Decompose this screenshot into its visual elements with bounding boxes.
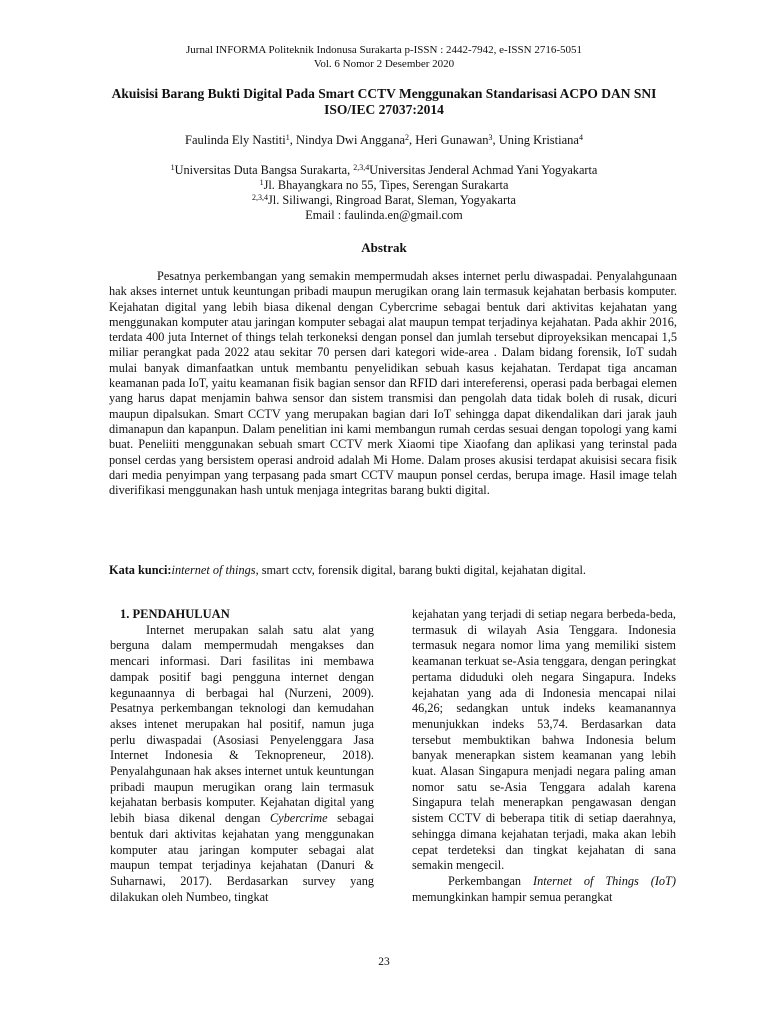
author-superscript: 2 <box>405 133 409 142</box>
author-name: Heri Gunawan <box>415 133 489 147</box>
paragraph-italic: Internet of Things (IoT) <box>533 873 676 888</box>
keywords-label: Kata kunci: <box>109 563 172 577</box>
journal-volume-line: Vol. 6 Nomor 2 Desember 2020 <box>313 58 455 70</box>
author-name: Nindya Dwi Anggana <box>295 133 405 147</box>
affiliation-text: Universitas Jenderal Achmad Yani Yogyakarta <box>369 163 598 177</box>
paragraph-text: sebagai bentuk dari aktivitas kejahatan yang menggunakan komputer atau jaringan komputer sebagai alat maupun tempat terjadinya kejahatan (Danuri & Suharnawi, 2017). Berdasarkan survey yang dilakukan oleh Numbeo, tingkat <box>110 811 374 904</box>
page-number: 23 <box>378 956 390 968</box>
email-line: Email : faulinda.en@gmail.com <box>305 208 463 222</box>
paragraph: kejahatan yang terjadi di setiap negara berbeda-beda, termasuk di wilayah Asia Tenggara. Indonesia termasuk negara nomor lima yang memiliki sistem keamanan terkuat se-Asia tenggara, dengan peringkat pertama diduduki oleh negara Singapura. Indeks kejahatan yang ada di Indonesia mencapai nilai 46,26; sedangkan untuk indeks keamanannya menunjukkan indeks 53,74. Berdasarkan data tersebut membuktikan bahwa Indonesia belum banyak menerapkan sistem keamanan yang lebih kuat. Alasan Singapura menjadi negara paling aman nomor satu se-Asia Tenggara adalah karena Singapura telah menerapkan pengawasan dengan sistem CCTV di beberapa titik di setiap daerahnya, sehingga dimana kejahatan terjadi, maka akan lebih cepat terdeteksi dan tingkat kejahatan di sana semakin mengecil. <box>412 607 676 873</box>
journal-header <box>0 43 768 71</box>
paragraph <box>110 623 374 906</box>
affiliation-line <box>0 163 768 178</box>
paragraph-italic: Cybercrime <box>269 811 328 826</box>
author-superscript: 3 <box>488 133 493 142</box>
affiliation-superscript: 2,3,4 <box>353 163 370 172</box>
address-line <box>0 193 768 208</box>
address-text: Jl. Siliwangi, Ringroad Barat, Sleman, Yogyakarta <box>268 193 516 207</box>
paragraph-text: Internet merupakan salah satu alat yang berguna dalam mempermudah mengakses dan mencari informasi. Dari fasilitas ini membawa dampak positif bagi pengguna internet dengan kegunaannya di berbagai hal (Nurzeni, 2009). Pesatnya perkembangan teknologi dan kemudahan akses intenet merupakan hal positif, namun juga perlu diwaspadai (Asosiasi Penyelenggara Jasa Internet Indonesia & Teknopreneur, 2018). Penyalahgunaan hak akses internet untuk keuntungan pribadi maupun merugikan orang lain termasuk kejahatan berbasis komputer. Kejahatan digital yang lebih biasa dikenal dengan <box>110 622 374 826</box>
keywords-italic: internet of things <box>171 563 256 577</box>
affiliation-superscript: 1 <box>170 163 175 172</box>
author-list: Faulinda Ely Nastiti$^1$, Nindya Dwi Anggana$^2$, Heri Gunawan$^3$, Uning Kristiana$^4$ <box>185 133 583 147</box>
affiliation-superscript: 2,3,4 <box>252 193 269 202</box>
affiliation-text: Universitas Duta Bangsa Surakarta, <box>174 163 354 177</box>
author-name: Uning Kristiana <box>498 133 579 147</box>
keywords-rest: , smart cctv, forensik digital, barang bukti digital, kejahatan digital. <box>255 563 587 577</box>
abstract-text: Pesatnya perkembangan yang semakin mempermudah akses internet perlu diwaspadai. Penyalahgunaan hak akses internet untuk keuntungan pribadi maupun merugikan orang lain termasuk kejahatan berbasis komputer. Kejahatan digital yang lebih biasa dikenal dengan Cybercrime sebagai bentuk dari aktivitas kejahatan yang menggunakan komputer atau jaringan komputer sebagai alat maupun tempat terjadinya kejahatan. Pada akhir 2016, terdata 400 juta Internet of things telah terkoneksi dengan ponsel dan jumlah tersebut diproyeksikan mencapai 1,5 miliar perangkat pada 2022 atau sekitar 70 persen dari kategori wide-area . Dalam bidang forensik, IoT sudah mulai banyak dimanfaatkan untuk membantu penyelidikan sebuah kasus kejahatan. Terdapat tiga ancaman keamanan pada IoT, yaitu keamanan fisik bagian sensor dan RFID dari intereferensi, operasi pada berbagai elemen yang harus dapat menjamin bahwa sensor dan sistem transmisi dan pengolah data tidak boleh di rusak, dicuri maupun dipalsukan. Smart CCTV yang merupakan bagian dari IoT sehingga dapat dikendalikan dari jarak jauh dimanapun dan kapanpun. Dalam penelitian ini kami membangun rumah cerdas sesuai dengan topologi yang kami buat. Peneliiti menggunakan sebuah smart CCTV merk Xiaomi tipe Xiaofang dan aplikasi yang terinstal pada ponsel cerdas yang bersistem operasi android adalah Mi Home. Dalam proses akusisi terdapat akuisisi secara fisik dari media penyimpan yang terpasang pada smart CCTV maupun ponsel cerdas, berupa image. Hasil image telah diverifikasi menggunakan hash untuk menjaga integritas barang bukti digital. <box>109 269 677 498</box>
author-superscript: 1 <box>285 133 290 142</box>
paper-title: Akuisisi Barang Bukti Digital Pada Smart CCTV Menggunakan Standarisasi ACPO DAN SNI ISO/IEC 27037:2014 <box>111 86 657 117</box>
paragraph-text: Perkembangan <box>448 873 533 888</box>
affiliation-superscript: 1 <box>259 178 264 187</box>
paragraph-text: memungkinkan hampir semua perangkat <box>412 889 613 904</box>
column-left <box>110 607 374 905</box>
abstract-body <box>109 269 677 498</box>
section-heading: 1. PENDAHULUAN <box>120 607 230 621</box>
author-superscript: 4 <box>578 133 583 142</box>
column-right <box>412 607 676 905</box>
abstract-heading: Abstrak <box>361 240 407 255</box>
author-name: Faulinda Ely Nastiti <box>185 133 286 147</box>
paragraph <box>412 874 676 905</box>
address-line <box>0 178 768 193</box>
keywords <box>109 563 677 578</box>
affiliations <box>0 163 768 223</box>
journal-info-line: Jurnal INFORMA Politeknik Indonusa Surakarta p-ISSN : 2442-7942, e-ISSN 2716-5051 <box>186 44 582 56</box>
address-text: Jl. Bhayangkara no 55, Tipes, Serengan Surakarta <box>263 178 509 192</box>
